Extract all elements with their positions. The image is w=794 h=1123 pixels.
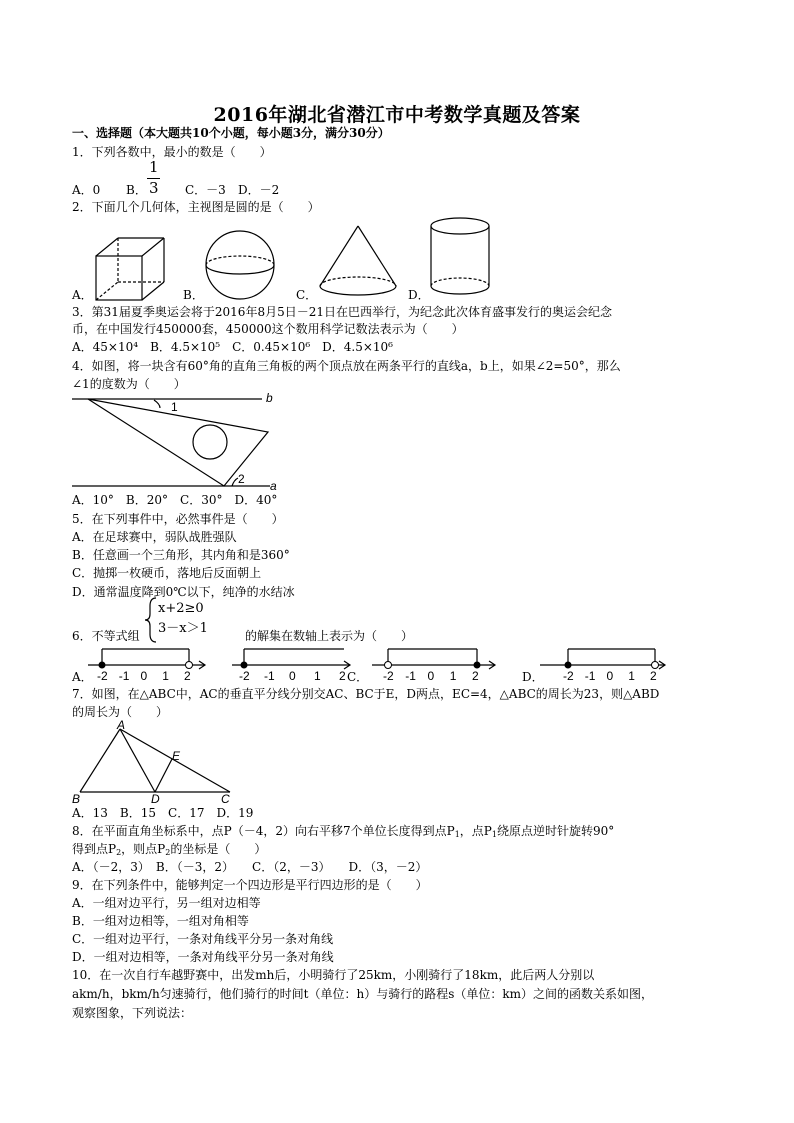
q9-option-c: C．一组对边平行，一条对角线平分另一条对角线 (72, 932, 334, 946)
q6-tick-label: -2 (239, 669, 250, 683)
q3-line1: 3．第31届夏季奥运会将于2016年8月5日－21日在巴西举行，为纪念此次体育盛事发行的奥运会纪念 (72, 305, 612, 319)
q6-option-c: C． (347, 670, 369, 684)
q3-line2: 币，在中国发行450000套，450000这个数用科学记数法表示为（ ） (72, 322, 464, 336)
q10-line1: 10．在一次自行车越野赛中，出发mh后，小明骑行了25km，小刚骑行了18km，此后两人分别以 (72, 968, 595, 982)
q6-tick-label: 0 (289, 669, 296, 683)
q6-tick-label: -1 (118, 669, 130, 683)
q5-option-d: D．通常温度降到0℃以下，纯净的水结冰 (72, 585, 295, 599)
q6-tick-label: 2 (184, 669, 191, 683)
q6-prefix: 6．不等式组 (72, 629, 140, 643)
q10-line2: akm/h，bkm/h匀速骑行，他们骑行的时间t（单位：h）与骑行的路程s（单位：km）之间的函数关系如图， (72, 987, 654, 1001)
q6-tick-label: -2 (563, 669, 574, 683)
q9-stem: 9．在下列条件中，能够判定一个四边形是平行四边形的是（ ） (72, 878, 428, 892)
q2-option-c: C． (296, 288, 318, 302)
q10-line3: 观察图象，下列说法： (72, 1006, 193, 1020)
q1-option-a: A．0 (72, 183, 101, 197)
q3-options: A．45×10⁴ B．4.5×10⁵ C．0.45×10⁶ D．4.5×10⁶ (72, 340, 393, 354)
q6-ineq2: 3－x＞1 (158, 621, 208, 636)
q6-tick-label: -2 (97, 669, 108, 683)
q7-label-E: E (172, 749, 181, 763)
q1-option-d: D．－2 (238, 183, 280, 197)
q4-label-1: 1 (171, 400, 178, 414)
q6-tick-label: 2 (472, 669, 479, 683)
q4-label-2: 2 (238, 472, 245, 486)
q6-tick-label: -2 (383, 669, 394, 683)
q6-tick-label: 1 (162, 669, 169, 683)
q8-line1: 8．在平面直角坐标系中，点P（－4，2）向右平移7个单位长度得到点$P_1$，点$P_1$绕原点逆时针旋转90° (72, 824, 615, 839)
q1-option-b: B． (126, 183, 147, 197)
q9-option-b: B．一组对边相等，一组对角相等 (72, 914, 249, 928)
q5-option-c: C．抛掷一枚硬币，落地后反面朝上 (72, 566, 262, 580)
q6-option-d: D． (522, 670, 544, 684)
q5-option-a: A．在足球赛中，弱队战胜强队 (72, 530, 237, 544)
q2-option-a: A． (72, 288, 93, 302)
q6-tick-label: -1 (264, 669, 275, 683)
section-heading: 一、选择题（本大题共10个小题，每小题3分，满分30分） (72, 126, 390, 140)
q1-option-c: C．－3 (185, 183, 226, 197)
q8-options: A．（－2，3） B．（－3，2） C．（2，－3） D．（3，－2） (72, 860, 428, 874)
q4-line2: ∠1的度数为（ ） (72, 377, 186, 391)
q6-option-a: A． (72, 670, 93, 684)
q6-tick-label: 1 (628, 669, 635, 683)
q9-option-a: A．一组对边平行，另一组对边相等 (72, 896, 261, 910)
q1-stem: 1．下列各数中，最小的数是（ ） (72, 145, 272, 159)
q4-label-b: b (266, 391, 273, 405)
q9-option-d: D．一组对边相等，一条对角线平分另一条对角线 (72, 950, 334, 964)
q5-stem: 5．在下列事件中，必然事件是（ ） (72, 512, 284, 526)
q6-tick-label: 1 (449, 669, 457, 683)
page-title: 2016年湖北省潜江市中考数学真题及答案 (213, 104, 581, 126)
q8-line2: 得到点$P_2$，则点$P_2$的坐标是（ ） (72, 842, 267, 857)
q6-ineq1: x+2≥0 (158, 601, 204, 616)
q1-fraction-denominator: 3 (149, 179, 159, 197)
q6-tick-label: 1 (314, 669, 321, 683)
q2-stem: 2．下面几个几何体，主视图是圆的是（ ） (72, 200, 320, 214)
q4-line1: 4．如图，将一块含有60°角的直角三角板的两个顶点放在两条平行的直线a，b上，如果∠2=50°，那么 (72, 359, 621, 373)
q4-label-a: a (270, 479, 277, 493)
q6-tick-label: -1 (584, 669, 596, 683)
q7-label-C: C (221, 792, 230, 806)
q2-option-b: B． (183, 288, 204, 302)
q7-label-D: D (151, 792, 160, 806)
q7-line1: 7．如图，在△ABC中，AC的垂直平分线分别交AC、BC于E，D两点，EC=4，△ABC的周长为23，则△ABD (72, 687, 660, 701)
q6-tick-label: 2 (650, 669, 657, 683)
q6-tick-label: -1 (405, 669, 416, 683)
q2-option-d: D． (408, 288, 430, 302)
q6-suffix: 的解集在数轴上表示为（ ） (245, 629, 414, 643)
q6-tick-label: 0 (606, 669, 614, 683)
q7-label-A: A (117, 718, 126, 732)
q1-fraction-numerator: 1 (149, 158, 159, 176)
q5-option-b: B．任意画一个三角形，其内角和是360° (72, 548, 290, 562)
q7-label-B: B (72, 792, 81, 806)
q6-tick-label: 2 (339, 669, 346, 683)
q4-options: A．10° B．20° C．30° D．40° (72, 493, 278, 507)
q7-line2: 的周长为（ ） (72, 705, 169, 719)
q6-tick-label: 0 (140, 669, 148, 683)
q7-options: A．13 B．15 C．17 D．19 (72, 806, 254, 820)
q6-tick-label: 0 (427, 669, 435, 683)
